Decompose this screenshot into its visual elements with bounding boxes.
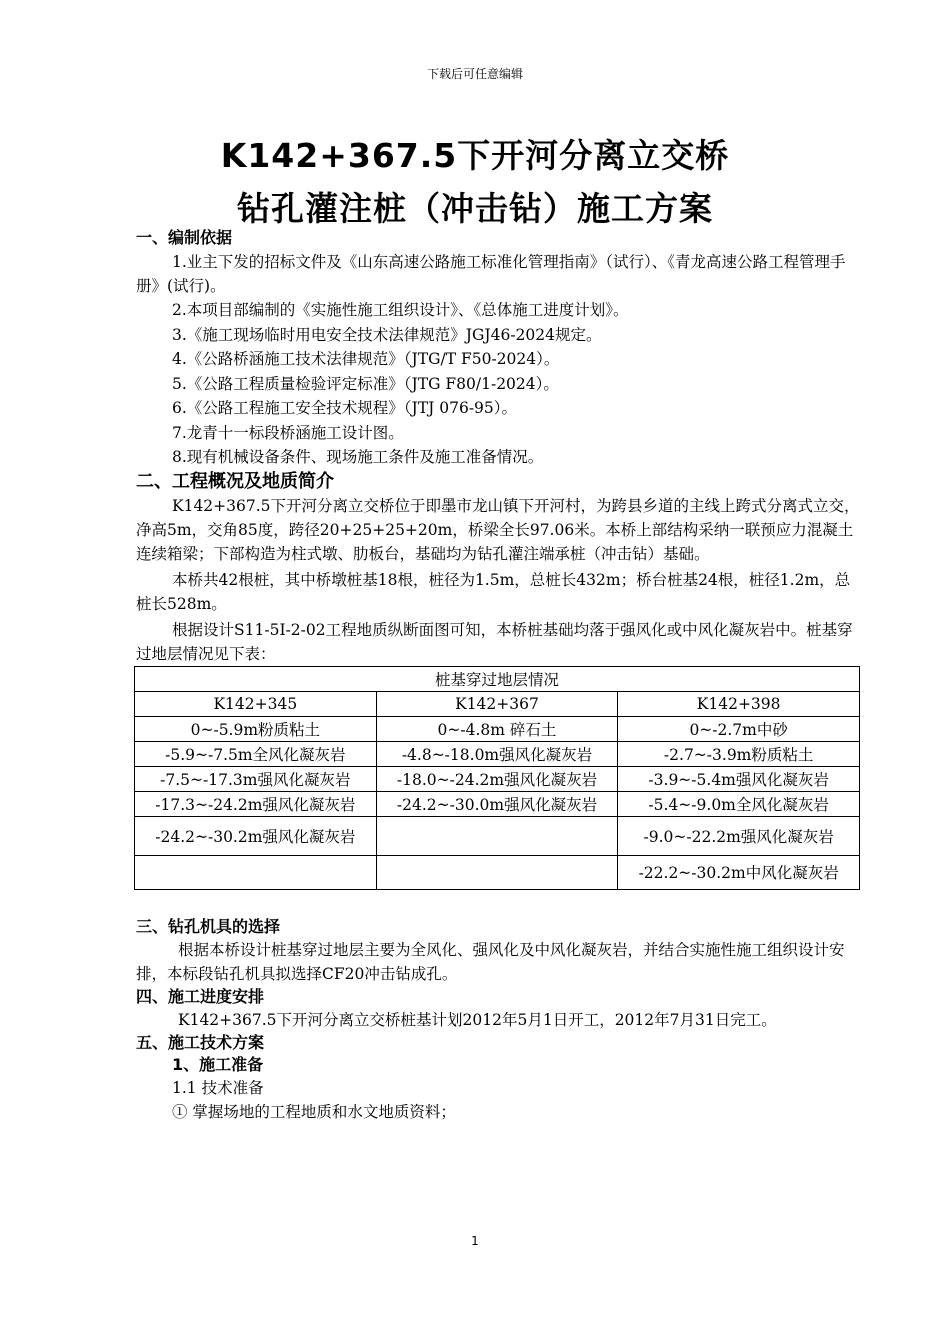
basis-item-5: 5.《公路工程质量检验评定标准》（JTG F80/1-2024）。 [172,374,559,393]
table-cell: -5.4~-9.0m全风化凝灰岩 [618,791,860,816]
basis-item-3: 3.《施工现场临时用电安全技术法律规范》JGJ46-2024规定。 [172,325,602,344]
table-cell [376,816,618,855]
table-cell: -4.8~-18.0m强风化凝灰岩 [376,741,618,766]
table-cell [135,855,377,889]
table-cell: -2.7~-3.9m粉质粘土 [618,741,860,766]
document-title-line2: 钻孔灌注桩（冲击钻）施工方案 [237,189,713,228]
section5-heading: 五、施工技术方案 [136,1032,265,1052]
equipment-paragraph: 根据本桥设计桩基穿过地层主要为全风化、强风化及中风化凝灰岩，并结合实施性施工组织设计安排，本标段钻孔机具拟选择CF20冲击钻成孔。 [136,940,845,983]
table-cell: -18.0~-24.2m强风化凝灰岩 [376,766,618,791]
table-cell: -3.9~-5.4m强风化凝灰岩 [618,766,860,791]
table-cell: -24.2~-30.2m强风化凝灰岩 [135,816,377,855]
strata-table [134,666,860,890]
table-row [135,791,860,816]
basis-item-1: 1.业主下发的招标文件及《山东高速公路施工标准化管理指南》（试行）、《青龙高速公路工程管理手册》(试行)。 [136,253,846,295]
table-row [135,716,860,741]
table-header-cell: K142+398 [618,691,860,716]
basis-item-6: 6.《公路工程施工安全技术规程》（JTJ 076-95）。 [172,399,518,417]
basis-item-4: 4.《公路桥涵施工技术法律规范》（JTG/T F50-2024）。 [172,350,560,368]
overview-paragraph-1: K142+367.5下开河分离立交桥位于即墨市龙山镇下开河村，为跨县乡道的主线上跨式分离式立交，净高5m，交角85度，跨径20+25+25+20m，桥梁全长97.06米。本桥上部结构采纳一联预应力混凝土连续箱梁；下部构造为柱式墩、肋板台，基础均为钻孔灌注端承桩（冲击钻）基础。 [136,496,860,563]
table-cell: -22.2~-30.2m中风化凝灰岩 [618,855,860,889]
table-cell: -9.0~-22.2m强风化凝灰岩 [618,816,860,855]
subsection-heading-1: 1、施工准备 [172,1054,264,1074]
document-body [136,227,860,1125]
overview-paragraph-3: 根据设计S11-5I-2-02工程地质纵断面图可知，本桥桩基础均落于强风化或中风化凝灰岩中。桩基穿过地层情况见下表： [136,620,853,663]
section4-heading: 四、施工进度安排 [136,986,265,1006]
section2-heading: 二、工程概况及地质简介 [136,470,334,492]
section1-heading: 一、编制依据 [136,228,233,247]
technical-item-1: ① 掌握场地的工程地质和水文地质资料； [172,1103,456,1121]
header-note: 下载后可任意编辑 [426,67,523,81]
basis-item-7: 7.龙青十一标段桥涵施工设计图。 [172,423,404,442]
table-cell [376,855,618,889]
table-row [135,855,860,889]
section3-heading: 三、钻孔机具的选择 [136,916,281,936]
table-row [135,766,860,791]
strata-table-caption: 桩基穿过地层情况 [135,666,860,691]
schedule-paragraph: K142+367.5下开河分离立交桥桩基计划2012年5月1日开工，2012年7月31日完工。 [178,1010,777,1029]
table-cell: 0~-4.8m 碎石土 [376,716,618,741]
table-row [135,741,860,766]
basis-item-2: 2.本项目部编制的《实施性施工组织设计》、《总体施工进度计划》。 [172,301,629,319]
basis-item-8: 8.现有机械设备条件、现场施工条件及施工准备情况。 [172,448,544,466]
table-header-cell: K142+345 [135,691,377,716]
document-title-line1: K142+367.5下开河分离立交桥 [220,136,730,175]
subsection-heading-1-1: 1.1 技术准备 [172,1078,264,1097]
table-row [135,816,860,855]
page-number: 1 [471,1234,479,1248]
table-cell: -5.9~-7.5m全风化凝灰岩 [135,741,377,766]
overview-paragraph-2: 本桥共42根桩，其中桥墩桩基18根，桩径为1.5m，总桩长432m；桥台桩基24根，桩径1.2m，总桩长528m。 [136,570,851,613]
table-cell: -7.5~-17.3m强风化凝灰岩 [135,766,377,791]
table-cell: 0~-2.7m中砂 [618,716,860,741]
table-header-cell: K142+367 [376,691,618,716]
table-cell: 0~-5.9m粉质粘土 [135,716,377,741]
table-cell: -17.3~-24.2m强风化凝灰岩 [135,791,377,816]
table-cell: -24.2~-30.0m强风化凝灰岩 [376,791,618,816]
